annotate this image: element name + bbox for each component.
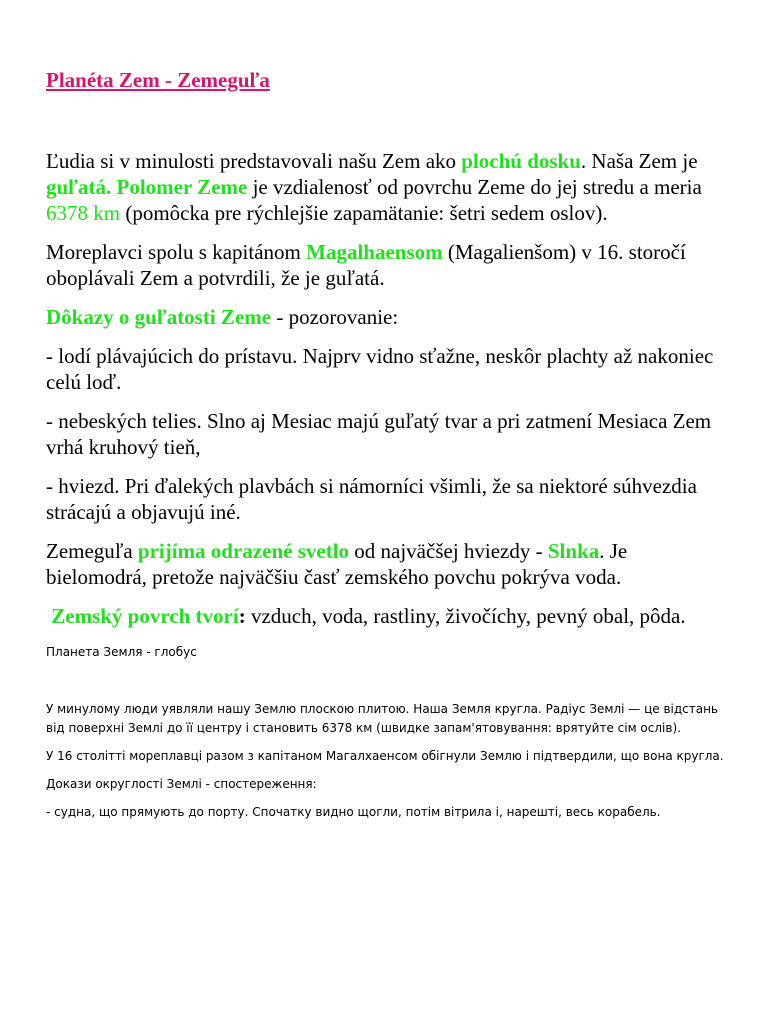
paragraph-surface [46, 603, 726, 629]
paragraph-earth-shape [46, 148, 726, 226]
text: : [238, 604, 246, 628]
text: od najväčšej hviezdy - [349, 539, 548, 563]
text: . Naša Zem je [580, 149, 698, 173]
text: je vzdialenosť od povrchu Zeme do jej stredu a meria [247, 175, 702, 199]
translation-paragraph-4: - судна, що прямують до порту. Спочатку видно щогли, потім вітрила і, нарешті, весь корабель. [46, 805, 661, 819]
paragraph-evidence-celestial: - nebeských telies. Slno aj Mesiac majú guľatý tvar a pri zatmení Mesiaca Zem vrhá kruhový tieň, [46, 409, 712, 459]
document-page [46, 66, 726, 831]
highlight-term: plochú dosku [461, 149, 581, 173]
translation-paragraph-1: У минулому люди уявляли нашу Землю плоскою плитою. Наша Земля кругла. Радіус Землі — це відстань від поверхні Землі до її центру і становить 6378 км (швидке запам'ятовування: врятуйте сім ослів). [46, 702, 719, 735]
highlight-term: prijíma odrazené svetlo [137, 539, 350, 563]
text: vzduch, voda, rastliny, živočíchy, pevný obal, pôda. [245, 604, 686, 628]
text: . Je bielomodrá, pretože najväčšiu časť zemského povchu pokrýva voda. [46, 539, 628, 589]
highlight-term: Dôkazy o guľatosti Zeme [46, 305, 272, 329]
paragraph-reflected-light [46, 538, 726, 590]
paragraph-evidence-ships: - lodí plávajúcich do prístavu. Najprv vidno sťažne, neskôr plachty až nakoniec celú loď. [46, 344, 714, 394]
paragraph-navigators [46, 239, 726, 291]
text: Moreplavci spolu s kapitánom [46, 240, 307, 264]
text: Ľudia si v minulosti predstavovali našu Zem ako [46, 149, 462, 173]
text: (Magalienšom) v 16. storočí oboplávali Zem a potvrdili, že je guľatá. [46, 240, 686, 290]
translation-paragraph-3: Докази округлості Землі - спостереження: [46, 777, 317, 791]
translation-title: Планета Земля - глобус [46, 645, 197, 659]
text: Zemeguľa [46, 539, 138, 563]
text: - pozorovanie: [271, 305, 399, 329]
highlight-term: Slnka [547, 539, 600, 563]
paragraph-evidence-heading [46, 304, 726, 330]
translation-paragraph-2: У 16 столітті мореплавці разом з капітаном Магалхаенсом обігнули Землю і підтвердили, що вона кругла. [46, 749, 724, 763]
highlight-term: Zemský povrch tvorí [46, 604, 239, 628]
highlight-value: 6378 km [46, 201, 121, 225]
highlight-term: Magalhaensom [306, 240, 443, 264]
paragraph-evidence-stars: - hviezd. Pri ďalekých plavbách si námorníci všimli, že sa niektoré súhvezdia strácajú a objavujú iné. [46, 474, 697, 524]
highlight-term: guľatá. Polomer Zeme [46, 175, 248, 199]
page-title: Planéta Zem - Zemeguľa [46, 68, 270, 92]
text: (pomôcka pre rýchlejšie zapamätanie: šetri sedem oslov). [120, 201, 608, 225]
